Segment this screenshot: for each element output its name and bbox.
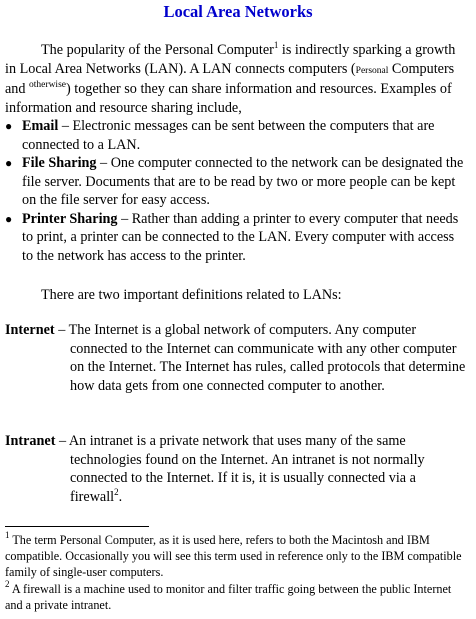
list-item-text: – Rather than adding a printer to every computer that needs to print, a printer can be connected to the LAN. Every computer with access to the network has access to the printer. [22, 210, 459, 264]
footnote-text: A firewall is a machine used to monitor and filter traffic going between the public Internet and a private intranet. [5, 582, 452, 612]
intro-text: Computers and [5, 60, 455, 97]
intro-small-text: Personal [355, 65, 389, 76]
footnote-ref-2: 2 [114, 486, 119, 497]
bullet-icon: ● [5, 211, 13, 226]
bullet-icon: ● [5, 119, 13, 133]
bullet-icon: ● [5, 156, 13, 170]
footnote-ref-1: 1 [273, 40, 279, 50]
definition-text: – An intranet is a private network that uses many of the same technologies found on the Internet. An intranet is not normally connected to the Internet. If it is, it is usually connected via a firewall [55, 433, 425, 505]
page-title: Local Area Networks [163, 2, 313, 21]
footnote-separator [5, 526, 149, 527]
footnote-mark: 1 [5, 530, 10, 540]
definition-intranet [5, 432, 467, 506]
sharing-examples-list [5, 117, 467, 265]
intro-text: ) together so they can share information and resources. Examples of information and resource sharing include, [5, 81, 452, 116]
list-item-text: – Electronic messages can be sent between the computers that are connected to a LAN. [22, 118, 435, 153]
intro-text: is indirectly sparking a growth in Local Area Networks (LAN). A LAN connects computers ( [5, 42, 456, 77]
definition-term: Internet [5, 322, 55, 338]
footnote-2 [5, 581, 467, 613]
footnote-1 [5, 532, 467, 580]
list-item-term: Email [22, 118, 59, 134]
footnote-mark: 2 [5, 579, 10, 589]
list-item [5, 117, 467, 154]
list-item [5, 154, 467, 210]
footnote-text: The term Personal Computer, as it is used here, refers to both the Macintosh and IBM compatible. Occasionally you will see this term used in reference only to the IBM compatible family of single-user computers. [5, 533, 462, 579]
intro-text: The popularity of the Personal Computer [41, 42, 274, 58]
intro-small-text: otherwise [29, 80, 66, 90]
definition-text: . [118, 488, 123, 505]
intro-paragraph [5, 41, 467, 117]
list-item [5, 210, 467, 266]
definition-text: – The Internet is a global network of computers. Any computer connected to the Internet can communicate with any other computer on the Internet. The Internet has rules, called protocols that determine how data gets from one connected computer to another. [54, 322, 466, 394]
list-item-text: – One computer connected to the network can be designated the file server. Documents that are to be read by two or more people can be kept on the file server for easy access. [22, 155, 464, 208]
definition-term: Intranet [5, 433, 56, 449]
definitions-intro: There are two important definitions related to LANs: [41, 287, 342, 303]
list-item-term: Printer Sharing [22, 210, 118, 227]
list-item-term: File Sharing [22, 155, 97, 171]
definition-internet [5, 321, 467, 395]
